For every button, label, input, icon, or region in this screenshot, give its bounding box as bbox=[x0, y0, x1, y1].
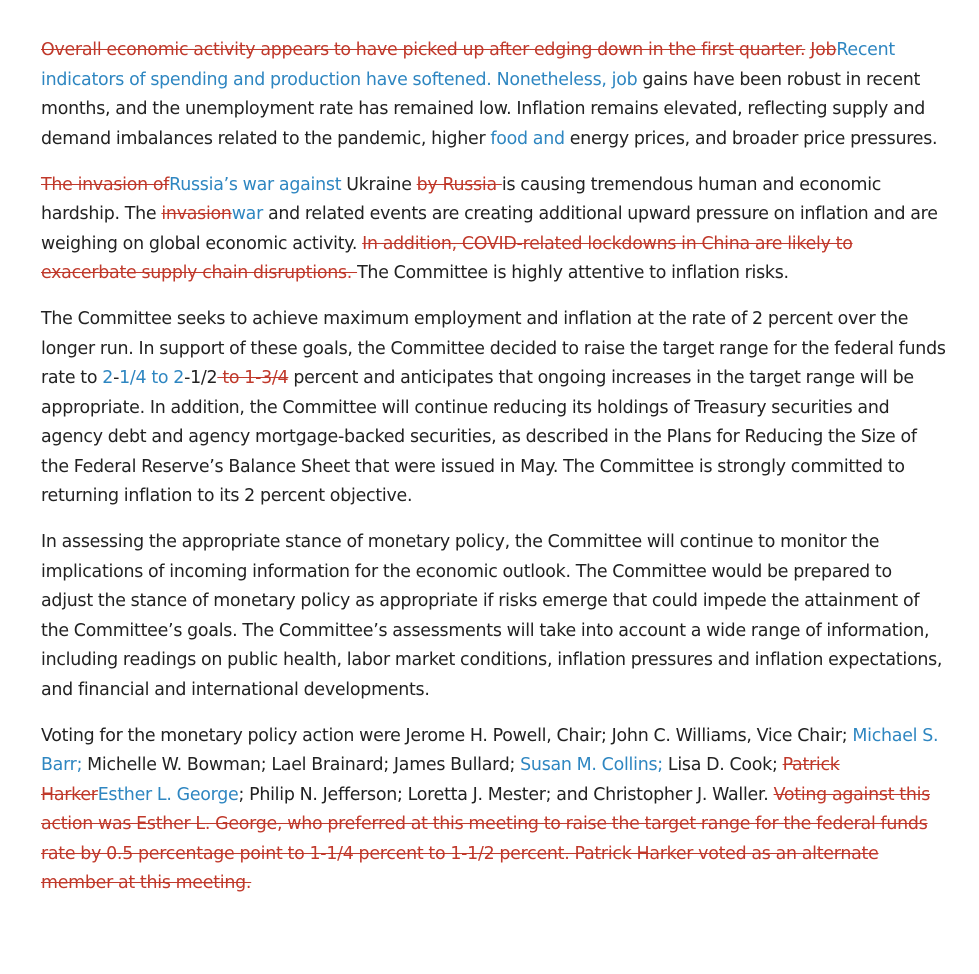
body-text: gains have been robust in recent months, and the unemployment rate has remained low. Inflation remains elevated, reflecting supply and demand imbalances related to the pandemic, higher bbox=[41, 69, 926, 149]
paragraph-3 bbox=[41, 305, 946, 512]
body-text: energy prices, and broader price pressures. bbox=[564, 128, 938, 149]
deleted-text: by Russia bbox=[416, 174, 502, 195]
inserted-text: 2 bbox=[102, 368, 114, 388]
body-text: The Committee is highly attentive to inflation risks. bbox=[357, 263, 789, 283]
inserted-text: Russia’s war against bbox=[169, 174, 342, 195]
deleted-text: In addition, COVID-related lockdowns in China are likely to exacerbate supply chain disruptions. bbox=[41, 233, 853, 283]
inserted-text: Esther L. George bbox=[97, 784, 239, 805]
inserted-text: 1/4 to 2 bbox=[119, 368, 185, 388]
document-body bbox=[41, 36, 946, 915]
deleted-text: Voting against this action was Esther L. George, who preferred at this meeting to raise the target range for the federal funds rate by 0.5 percentage point to 1-1/4 percent to 1-1/2 percent. Patrick Harker voted as an alternate member at this meeting. bbox=[41, 784, 930, 893]
body-text: Lisa D. Cook; bbox=[662, 755, 783, 775]
body-text: and related events are creating additional upward pressure on inflation and are weighing on global economic activity. bbox=[41, 204, 938, 254]
paragraph-1 bbox=[41, 36, 946, 154]
deleted-text: Job bbox=[810, 40, 837, 60]
inserted-text: Michael S. Barr; bbox=[41, 725, 939, 775]
inserted-text: war bbox=[231, 204, 263, 224]
paragraph-2 bbox=[41, 171, 946, 289]
body-text: ; Philip N. Jefferson; Loretta J. Mester; and Christopher J. Waller. bbox=[238, 784, 774, 805]
deleted-text: The invasion of bbox=[41, 174, 170, 195]
inserted-text: Recent indicators of spending and production have softened. Nonetheless, job bbox=[41, 40, 895, 90]
body-text: Michelle W. Bowman; Lael Brainard; James Bullard; bbox=[82, 755, 521, 775]
body-text: Voting for the monetary policy action were Jerome H. Powell, Chair; John C. Williams, Vice Chair; bbox=[41, 725, 853, 746]
deleted-text: to 1-3/4 bbox=[217, 368, 289, 388]
body-text: percent and anticipates that ongoing increases in the target range will be appropriate. In addition, the Committee will continue reducing its holdings of Treasury securities and agency debt and agency mortgage-backed securities, as described in the Plans for Reducing the Size of the Federal Reserve’s Balance Sheet that were issued in May. The Committee is strongly committed to returning inflation to its 2 percent objective. bbox=[41, 368, 917, 506]
inserted-text: Susan M. Collins; bbox=[520, 755, 663, 775]
body-text: -1/2 bbox=[184, 368, 218, 388]
body-text: Ukraine bbox=[341, 174, 417, 195]
body-text: In assessing the appropriate stance of monetary policy, the Committee will continue to monitor the implications of incoming information for the economic outlook. The Committee would be prepared to adjust the stance of monetary policy as appropriate if risks emerge that could impede the attainment of the Committee’s goals. The Committee’s assessments will take into account a wide range of information, including readings on public health, labor market conditions, inflation pressures and inflation expectations, and financial and international developments. bbox=[41, 532, 943, 700]
deleted-text: invasion bbox=[161, 204, 232, 224]
paragraph-5 bbox=[41, 722, 946, 899]
deleted-text: Overall economic activity appears to have picked up after edging down in the first quarter. bbox=[41, 40, 806, 60]
paragraph-4 bbox=[41, 528, 946, 705]
body-text: is causing tremendous human and economic hardship. The bbox=[41, 174, 882, 224]
deleted-text: Patrick Harker bbox=[41, 755, 840, 805]
body-text: The Committee seeks to achieve maximum employment and inflation at the rate of 2 percent over the longer run. In support of these goals, the Committee decided to raise the target range for the federal funds rate to bbox=[41, 309, 946, 388]
inserted-text: food and bbox=[490, 128, 565, 149]
body-text: - bbox=[113, 368, 120, 388]
